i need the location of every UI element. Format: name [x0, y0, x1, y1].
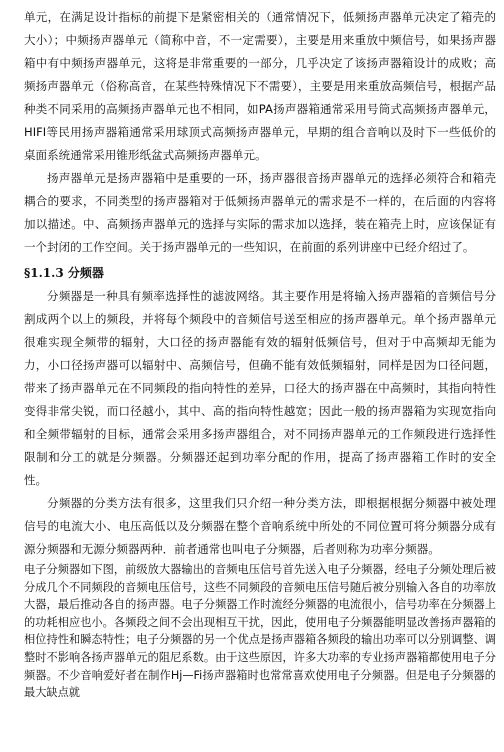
- paragraph-unit-selection: 扬声器单元是扬声器箱中是重要的一环，扬声器很音扬声器单元的选择必须符合和箱壳耦合的要求，不同类型的扬声器箱对于低频扬声器单元的需求是不一样的，在后面的内容将加以描述。中、高频扬声器单元的选择与实际的需求加以选择，装在箱壳上时，应该保证有一个封闭的工作空间。关于扬声器单元的一些知识，在前面的系列讲座中已经介绍过了。: [24, 171, 496, 254]
- paragraph-electronic-crossover: 电子分频器如下图，前级放大器输出的音频电压信号首先送入电子分频器，经电子分频处理后被分成几个不同频段的音频电压信号，这些不同频段的音频电压信号随后被分别输入各自的功率放大器，最后推动各自的扬声器。电子分频器工作时流经分频器的电流很小，信号功率在分频器上的功耗相应也小。各频段之间不会出现相互干扰，因此，使用电子分频器能明显改善扬声器箱的相位持性和瞬态特性；电子分频器的另一个优点是扬声器箱各频段的输出功率可以分别调整、调整时不影响各扬声器单元的阻尼系数。由于这些原因，许多大功率的专业扬声器箱都使用电子分频器。不少音响爱好者在制作Hj—Fi扬声器箱时也常常喜欢使用电子分频器。但是电子分频器的最大缺点就: [24, 563, 496, 700]
- section-title-crossover: §1.1.3 分频器: [24, 266, 104, 280]
- paragraph-crossover-classification: 分频器的分类方法有很多，这里我们只介绍一种分类方法，即根据根据分频器中被处理信号的电流大小、电压高低以及分频器在整个音响系统中所处的不同位置可将分频器分成有源分频器和无源分频器两种．前者通常也叫电子分频器，后者则称为功率分频器。: [24, 496, 496, 556]
- paragraph-speaker-units: 单元，在满足设计指标的前提下是紧密相关的（通常情况下，低频扬声器单元决定了箱壳的大小）；中频扬声器单元（简称中音，不一定需要），主要是用来重放中频信号，如果扬声器箱中有中频扬声器单元，这将是非常重要的一部分，几乎决定了该扬声器箱设计的成败；高频扬声器单元（俗称高音，在某些特殊情况下不需要），主要是用来重放高频信号，根据产品种类不同采用的高频扬声器单元也不相同，如PA扬声器箱通常采用号筒式高频扬声器单元，HIFI等民用扬声器箱通常采用球顶式高频扬声器单元，早期的组合音响以及时下一些低价的桌面系统通常采用锥形纸盆式高频扬声器单元。: [24, 10, 496, 162]
- paragraph-crossover-definition: 分频器是一种具有频率选择性的滤波网络。其主要作用是将输入扬声器箱的音频信号分割成两个以上的频段，并将每个频段中的音频信号送至相应的扬声器单元。单个扬声器单元很难实现全频带的辐射，大口径的扬声器能有效的辐射低频信号，但对于中高频却无能为力，小口径扬声器可以辐射中、高频信号，但确不能有效低频辐射，同样是因为口径问题，带来了扬声器单元在不同频段的指向特性的差异，口径大的扬声器在中高频时，其指向特性变得非常尖锐，而口径越小，其中、高的指向特性越宽；因此一般的扬声器箱为实现宽指向和全频带辐射的目标，通常会采用多扬声器组合，对不同扬声器单元的工作频段进行选择性限制和分工的就是分频器。分频器还起到功率分配的作用，提高了扬声器箱工作时的安全性。: [24, 289, 496, 487]
